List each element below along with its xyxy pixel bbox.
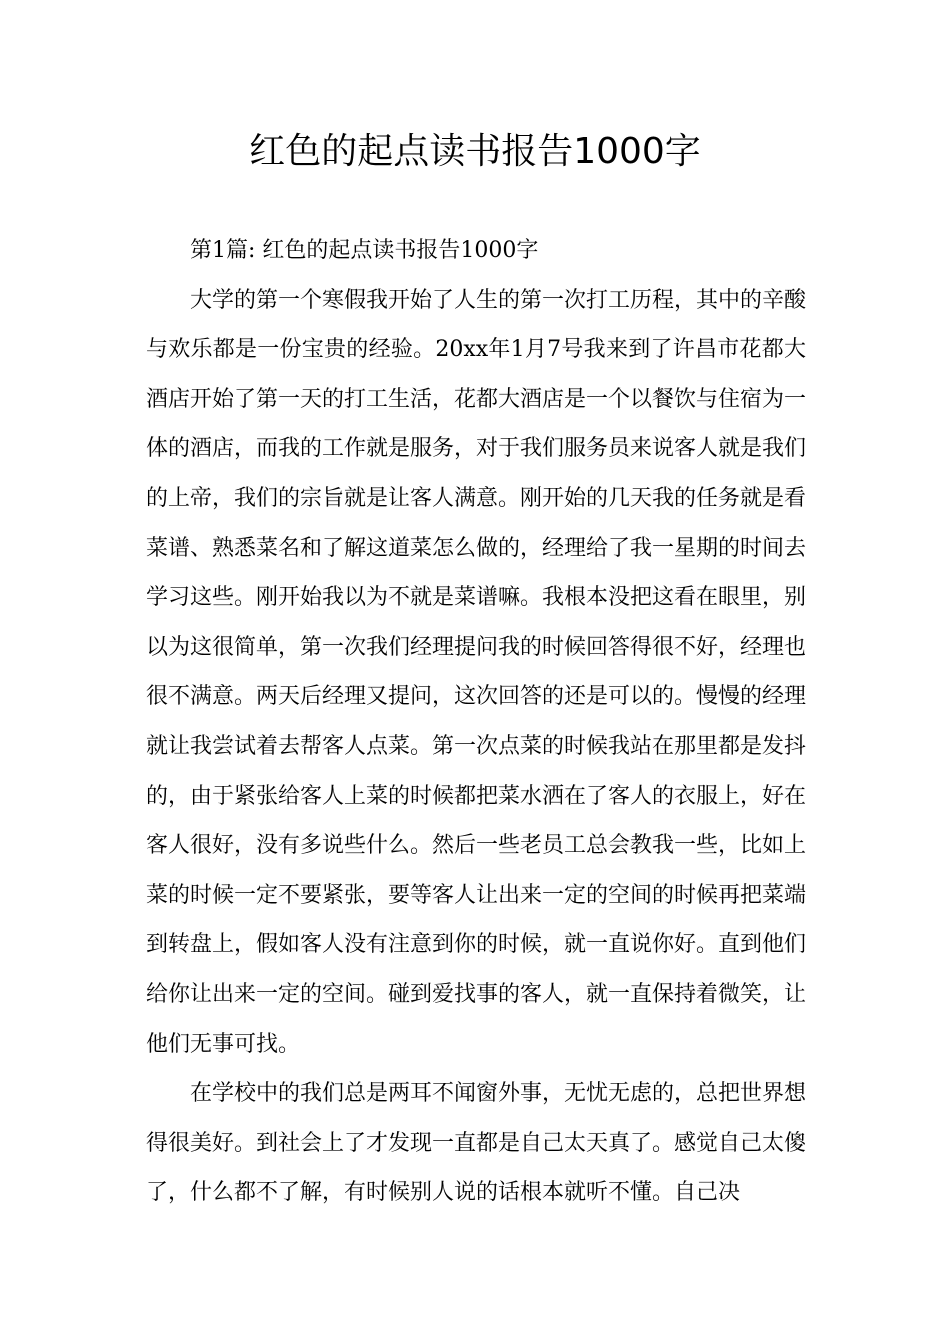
document-title: 红色的起点读书报告1000字 [249, 131, 701, 172]
body-paragraph: 在学校中的我们总是两耳不闻窗外事，无忧无虑的，总把世界想得很美好。到社会上了才发现一直都是自己太天真了。感觉自己太傻了，什么都不了解，有时候别人说的话根本就听不懂。自己决 [146, 1081, 807, 1206]
section-heading: 第1篇: 红色的起点读书报告1000字 [190, 238, 539, 263]
document-body [146, 226, 806, 1218]
body-paragraph: 大学的第一个寒假我开始了人生的第一次打工历程，其中的辛酸与欢乐都是一份宝贵的经验。20xx年1月7号我来到了许昌市花都大酒店开始了第一天的打工生活，花都大酒店是一个以餐饮与住宿为一体的酒店，而我的工作就是服务，对于我们服务员来说客人就是我们的上帝，我们的宗旨就是让客人满意。刚开始的几天我的任务就是看菜谱、熟悉菜名和了解这道菜怎么做的，经理给了我一星期的时间去学习这些。刚开始我以为不就是菜谱嘛。我根本没把这看在眼里，别以为这很简单，第一次我们经理提问我的时候回答得很不好，经理也很不满意。两天后经理又提问，这次回答的还是可以的。慢慢的经理就让我尝试着去帮客人点菜。第一次点菜的时候我站在那里都是发抖的，由于紧张给客人上菜的时候都把菜水洒在了客人的衣服上，好在客人很好，没有多说些什么。然后一些老员工总会教我一些，比如上菜的时候一定不要紧张，要等客人让出来一定的空间的时候再把菜端到转盘上，假如客人没有注意到你的时候，就一直说你好。直到他们给你让出来一定的空间。碰到爱找事的客人，就一直保持着微笑，让他们无事可找。 [146, 287, 807, 1057]
